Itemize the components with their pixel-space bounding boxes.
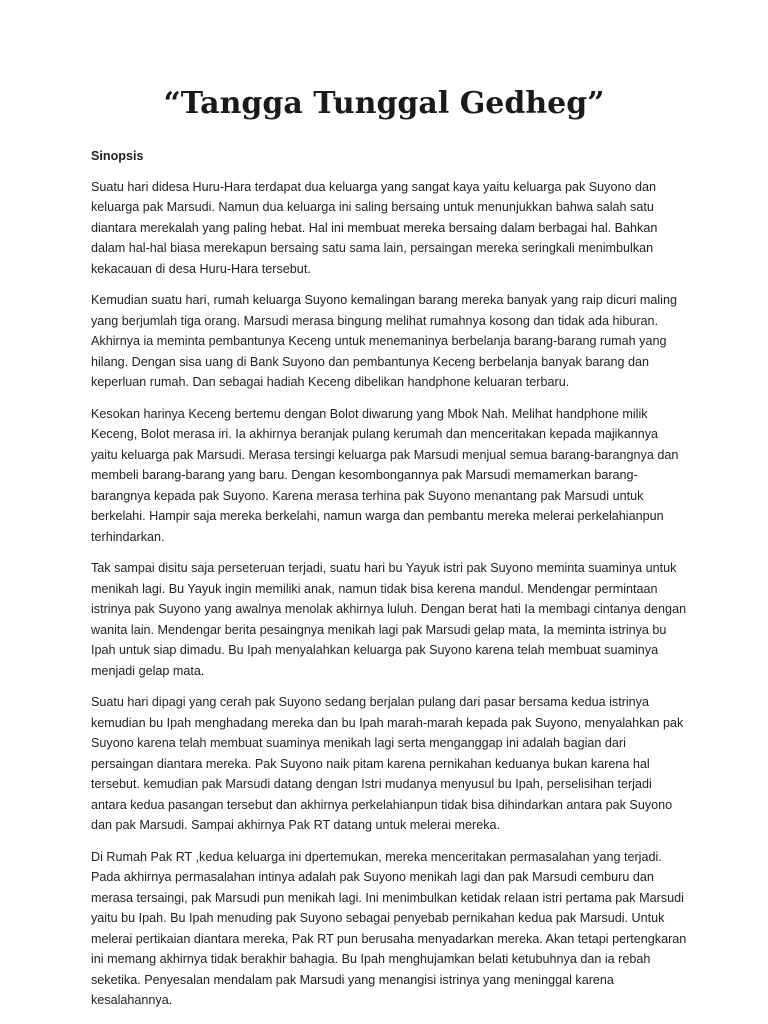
document-title: “Tangga Tunggal Gedheg”	[163, 86, 605, 121]
paragraph-3: Kesokan harinya Keceng bertemu dengan Bolot diwarung yang Mbok Nah. Melihat handphone milik Keceng, Bolot merasa iri. Ia akhirnya beranjak pulang kerumah dan menceritakan kepada majikannya yaitu keluarga pak Marsudi. Merasa tersingi keluarga pak Marsudi menjual semua barang-barangnya dan membeli barang-barang yang baru. Dengan kesombongannya pak Marsudi memamerkan barang-barangnya kepada pak Suyono. Karena merasa terhina pak Suyono menantang pak Marsudi untuk berkelahi. Hampir saja mereka berkelahi, namun warga dan pembantu mereka melerai perkelahianpun terhindarkan.	[91, 406, 679, 544]
paragraph-1: Suatu hari didesa Huru-Hara terdapat dua keluarga yang sangat kaya yaitu keluarga pak Suyono dan keluarga pak Marsudi. Namun dua keluarga ini saling bersaing untuk menunjukkan bahwa salah satu diantara merekalah yang paling hebat. Hal ini membuat mereka bersaing dalam berbagai hal. Bahkan dalam hal-hal biasa merekapun bersaing satu sama lain, persaingan mereka seringkali menimbulkan kekacauan di desa Huru-Hara tersebut.	[91, 179, 658, 276]
document-body	[91, 146, 687, 1022]
paragraph-4: Tak sampai disitu saja perseteruan terjadi, suatu hari bu Yayuk istri pak Suyono meminta suaminya untuk menikah lagi. Bu Yayuk ingin memiliki anak, namun tidak bisa kerena mandul. Mendengar permintaan istrinya pak Suyono yang awalnya menolak akhirnya luluh. Dengan berat hati Ia membagi cintanya dengan wanita lain. Mendengar berita pesaingnya menikah lagi pak Marsudi gelap mata, Ia meminta istrinya bu Ipah untuk siap dimadu. Bu Ipah menyalahkan keluarga pak Suyono karena telah membuat suaminya menjadi gelap mata.	[91, 561, 687, 678]
paragraph-2: Kemudian suatu hari, rumah keluarga Suyono kemalingan barang mereka banyak yang raip dicuri maling yang berjumlah tiga orang. Marsudi merasa bingung melihat rumahnya kosong dan tidak ada hiburan. Akhirnya ia meminta pembantunya Keceng untuk menemaninya berbelanja barang-barang rumah yang hilang. Dengan sisa uang di Bank Suyono dan pembantunya Keceng berbelanja banyak barang dan keperluan rumah. Dan sebagai hadiah Keceng dibelikan handphone keluaran terbaru.	[91, 293, 677, 389]
section-heading: Sinopsis	[91, 149, 144, 163]
paragraph-5: Suatu hari dipagi yang cerah pak Suyono sedang berjalan pulang dari pasar bersama kedua istrinya kemudian bu Ipah menghadang mereka dan bu Ipah marah-marah kepada pak Suyono, menyalahkan pak Suyono karena telah membuat suaminya menikah lagi serta menganggap ini adalah bagian dari persaingan diantara mereka. Pak Suyono naik pitam karena pernikahan keduanya bukan karena hal tersebut. kemudian pak Marsudi datang dengan Istri mudanya menyusul bu Ipah, perselisihan terjadi antara kedua pasangan tersebut dan akhirnya perkelahianpun tidak bisa dihindarkan antara pak Suyono dan pak Marsudi. Sampai akhirnya Pak RT datang untuk melerai mereka.	[91, 695, 684, 832]
paragraph-6: Di Rumah Pak RT ,kedua keluarga ini dpertemukan, mereka menceritakan permasalahan yang terjadi. Pada akhirnya permasalahan intinya adalah pak Suyono menikah lagi dan pak Marsudi cemburu dan merasa tersaingi, pak Marsudi pun menikah lagi. Ini menimbulkan ketidak relaan istri pertama pak Marsudi yaitu bu Ipah. Bu Ipah menuding pak Suyono sebagai penyebab pernikahan kedua pak Marsudi. Untuk melerai pertikaian diantara mereka, Pak RT pun berusaha menyadarkan mereka. Akan tetapi pertengkaran ini memang akhirnya tidak berakhir bahagia. Bu Ipah menghujamkan belati ketubuhnya dan ia rebah seketika. Penyesalan mendalam pak Marsudi yang menangisi istrinya yang meninggal karena kesalahannya.	[91, 849, 687, 1007]
